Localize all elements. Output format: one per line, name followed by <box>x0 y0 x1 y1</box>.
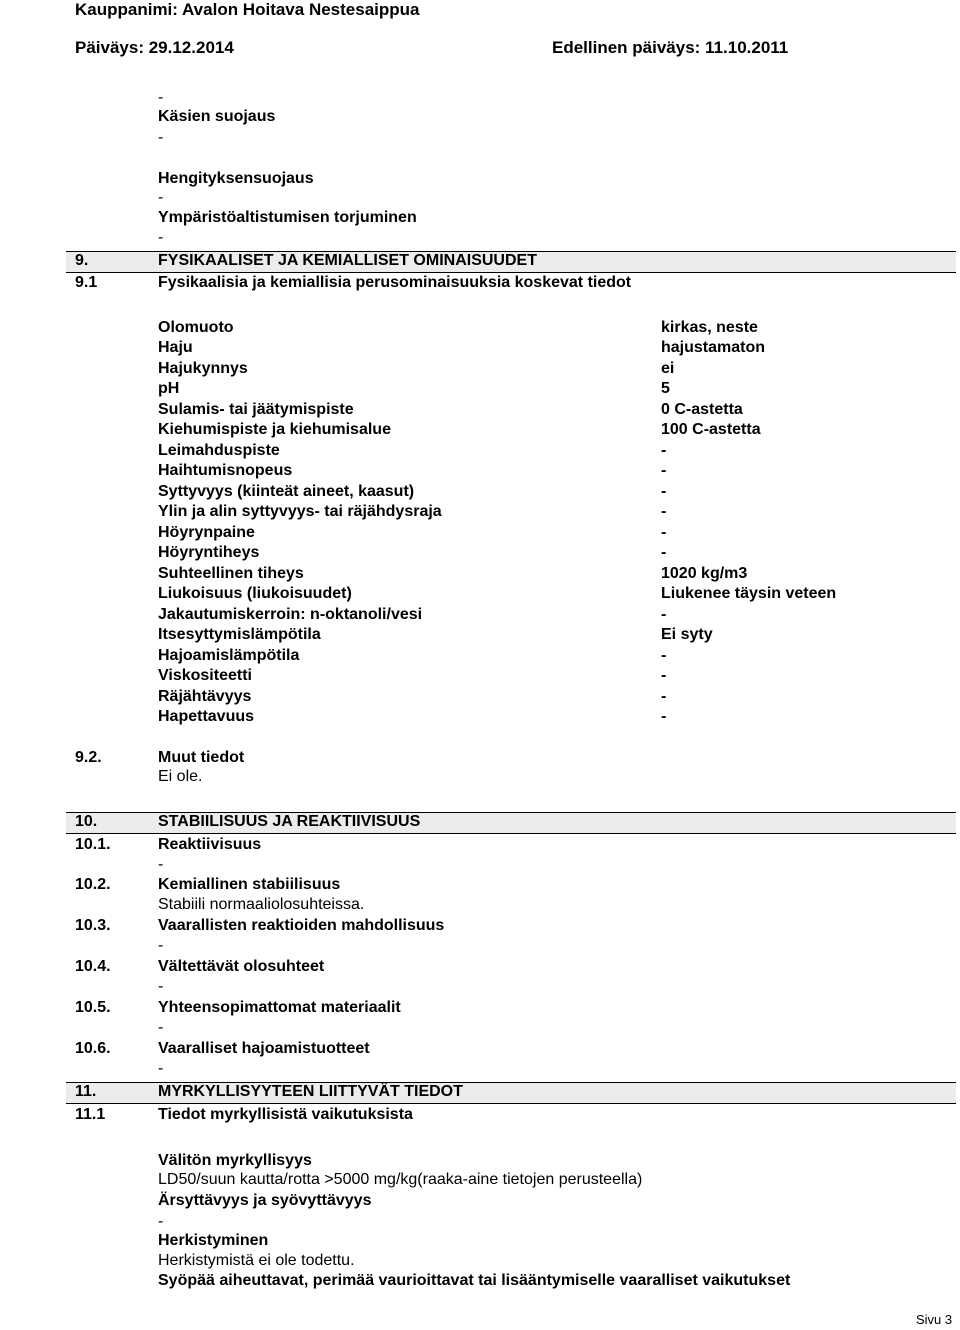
property-label: Olomuoto <box>158 319 234 336</box>
property-value: 100 C-astetta <box>661 421 761 438</box>
respiratory-protection-label: Hengityksensuojaus <box>158 170 314 187</box>
acute-toxicity-title: Välitön myrkyllisyys <box>158 1152 312 1169</box>
sensitization-text: Herkistymistä ei ole todettu. <box>158 1252 355 1269</box>
previous-date: Edellinen päiväys: 11.10.2011 <box>552 38 789 57</box>
carcinogenic-title: Syöpää aiheuttavat, perimää vaurioittavat tai lisääntymiselle vaaralliset vaikutukset <box>158 1272 791 1289</box>
property-value: 0 C-astetta <box>661 401 743 418</box>
sensitization-title: Herkistyminen <box>158 1232 269 1249</box>
property-value: - <box>661 483 667 500</box>
section-9-2-title: Muut tiedot <box>158 749 245 766</box>
property-value: - <box>661 606 667 623</box>
subsection-text: - <box>158 1060 164 1077</box>
property-value: hajustamaton <box>661 339 766 356</box>
section-9-2-text: Ei ole. <box>158 768 203 785</box>
subsection-number: 10.3. <box>75 917 111 934</box>
trade-name: Kauppanimi: Avalon Hoitava Nestesaippua <box>75 0 420 19</box>
subsection-title: Kemiallinen stabiilisuus <box>158 876 341 893</box>
property-label: Ylin ja alin syttyvyys- tai räjähdysraja <box>158 503 442 520</box>
property-value: - <box>661 647 667 664</box>
section-9-1-title: Fysikaalisia ja kemiallisia perusominaisuuksia koskevat tiedot <box>158 274 632 291</box>
dash: - <box>158 129 164 146</box>
property-value: 5 <box>661 380 670 397</box>
section-11-number: 11. <box>75 1083 97 1100</box>
property-label: Hajoamislämpötila <box>158 647 300 664</box>
property-value: kirkas, neste <box>661 319 758 336</box>
subsection-number: 10.4. <box>75 958 111 975</box>
section-9-number: 9. <box>75 252 89 269</box>
irritation-text: - <box>158 1213 164 1230</box>
hand-protection-label: Käsien suojaus <box>158 108 276 125</box>
subsection-number: 10.2. <box>75 876 111 893</box>
property-value: ei <box>661 360 675 377</box>
subsection-text: - <box>158 1019 164 1036</box>
section-11-1-number: 11.1 <box>75 1106 106 1123</box>
subsection-number: 10.6. <box>75 1040 111 1057</box>
property-value: - <box>661 667 667 684</box>
irritation-title: Ärsyttävyys ja syövyttävyys <box>158 1192 372 1209</box>
property-label: Kiehumispiste ja kiehumisalue <box>158 421 391 438</box>
property-value: Liukenee täysin veteen <box>661 585 837 602</box>
subsection-title: Vältettävät olosuhteet <box>158 958 325 975</box>
property-value: 1020 kg/m3 <box>661 565 748 582</box>
property-value: - <box>661 442 667 459</box>
property-value: - <box>661 503 667 520</box>
property-label: pH <box>158 380 180 397</box>
date: Päiväys: 29.12.2014 <box>75 38 234 57</box>
acute-toxicity-text: LD50/suun kautta/rotta >5000 mg/kg(raaka-aine tietojen perusteella) <box>158 1171 643 1188</box>
property-value: - <box>661 688 667 705</box>
page-number: Sivu 3 <box>916 1312 953 1327</box>
section-9-1-number: 9.1 <box>75 274 98 291</box>
property-label: Itsesyttymislämpötila <box>158 626 321 643</box>
property-value: - <box>661 544 667 561</box>
subsection-title: Vaaralliset hajoamistuotteet <box>158 1040 370 1057</box>
subsection-title: Yhteensopimattomat materiaalit <box>158 999 401 1016</box>
section-11-1-title: Tiedot myrkyllisistä vaikutuksista <box>158 1106 413 1123</box>
property-label: Leimahduspiste <box>158 442 280 459</box>
property-label: Sulamis- tai jäätymispiste <box>158 401 354 418</box>
subsection-text: Stabiili normaaliolosuhteissa. <box>158 896 365 913</box>
property-label: Haju <box>158 339 193 356</box>
section-9-title: FYSIKAALISET JA KEMIALLISET OMINAISUUDET <box>158 252 537 269</box>
property-label: Höyryntiheys <box>158 544 260 561</box>
property-label: Hajukynnys <box>158 360 248 377</box>
property-value: - <box>661 462 667 479</box>
property-label: Räjähtävyys <box>158 688 252 705</box>
property-label: Haihtumisnopeus <box>158 462 293 479</box>
property-value: Ei syty <box>661 626 713 643</box>
subsection-text: - <box>158 978 164 995</box>
subsection-number: 10.5. <box>75 999 111 1016</box>
section-10-title: STABIILISUUS JA REAKTIIVISUUS <box>158 813 421 830</box>
subsection-title: Reaktiivisuus <box>158 836 262 853</box>
section-10-number: 10. <box>75 813 98 830</box>
subsection-text: - <box>158 856 164 873</box>
dash: - <box>158 189 164 206</box>
environmental-exposure-label: Ympäristöaltistumisen torjuminen <box>158 209 417 226</box>
property-label: Jakautumiskerroin: n-oktanoli/vesi <box>158 606 423 623</box>
subsection-text: - <box>158 937 164 954</box>
dash: - <box>158 229 164 246</box>
dash: - <box>158 89 164 106</box>
property-value: - <box>661 708 667 725</box>
property-value: - <box>661 524 667 541</box>
subsection-title: Vaarallisten reaktioiden mahdollisuus <box>158 917 445 934</box>
section-11-title: MYRKYLLISYYTEEN LIITTYVÄT TIEDOT <box>158 1083 463 1100</box>
property-label: Höyrynpaine <box>158 524 255 541</box>
subsection-number: 10.1. <box>75 836 111 853</box>
property-label: Hapettavuus <box>158 708 255 725</box>
property-label: Suhteellinen tiheys <box>158 565 304 582</box>
property-label: Viskositeetti <box>158 667 252 684</box>
section-9-2-number: 9.2. <box>75 749 102 766</box>
property-label: Liukoisuus (liukoisuudet) <box>158 585 352 602</box>
property-label: Syttyvyys (kiinteät aineet, kaasut) <box>158 483 415 500</box>
